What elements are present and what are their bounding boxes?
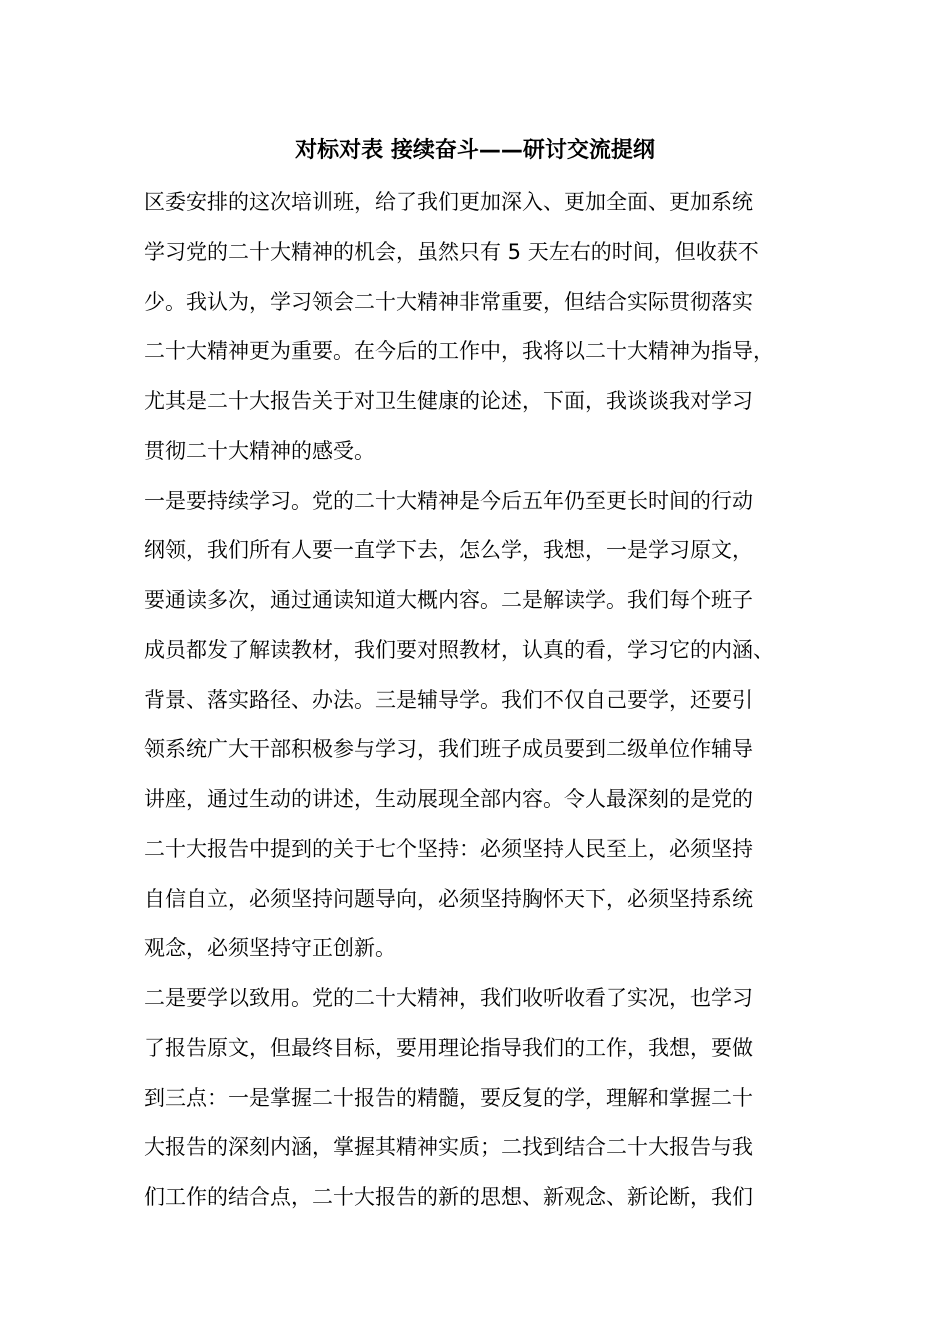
- text-line: 讲座，通过生动的讲述，生动展现全部内容。令人最深刻的是党的: [144, 787, 753, 811]
- text-line: 二十大报告中提到的关于七个坚持：必须坚持人民至上，必须坚持: [144, 836, 753, 861]
- text-line: 们工作的结合点，二十大报告的新的思想、新观念、新论断，我们: [144, 1185, 753, 1209]
- document-body: [144, 180, 824, 1225]
- text-line: 要通读多次，通过通读知道大概内容。二是解读学。我们每个班子: [144, 588, 753, 612]
- text-line: 背景、落实路径、办法。三是辅导学。我们不仅自己要学，还要引: [144, 687, 753, 712]
- text-line: 领系统广大干部积极参与学习，我们班子成员要到二级单位作辅导: [144, 737, 753, 762]
- text-line: 到三点：一是掌握二十报告的精髓，要反复的学，理解和掌握二十: [144, 1085, 753, 1110]
- text-line: 自信自立，必须坚持问题导向，必须坚持胸怀天下，必须坚持系统: [144, 886, 753, 911]
- text-line: 了报告原文，但最终目标，要用理论指导我们的工作，我想，要做: [144, 1035, 753, 1060]
- text-line: 大报告的深刻内涵，掌握其精神实质；二找到结合二十大报告与我: [144, 1135, 753, 1160]
- text-line: 尤其是二十大报告关于对卫生健康的论述，下面，我谈谈我对学习: [144, 389, 753, 413]
- document-title: 对标对表 接续奋斗——研讨交流提纲: [295, 138, 655, 163]
- text-line: 贯彻二十大精神的感受。: [144, 438, 375, 463]
- text-line: 少。我认为，学习领会二十大精神非常重要，但结合实际贯彻落实: [144, 289, 753, 314]
- text-line: 纲领，我们所有人要一直学下去，怎么学，我想，一是学习原文，: [144, 538, 753, 563]
- text-line: 二十大精神更为重要。在今后的工作中，我将以二十大精神为指导，: [144, 339, 774, 364]
- text-line: 二是要学以致用。党的二十大精神，我们收听收看了实况，也学习: [144, 986, 753, 1010]
- text-line: 观念，必须坚持守正创新。: [144, 936, 396, 961]
- text-line: 一是要持续学习。党的二十大精神是今后五年仍至更长时间的行动: [144, 488, 753, 513]
- text-line: 学习党的二十大精神的机会，虽然只有 5 天左右的时间，但收获不: [144, 239, 759, 264]
- text-line: 区委安排的这次培训班，给了我们更加深入、更加全面、更加系统: [144, 190, 753, 214]
- text-line: 成员都发了解读教材，我们要对照教材，认真的看，学习它的内涵、: [144, 637, 774, 662]
